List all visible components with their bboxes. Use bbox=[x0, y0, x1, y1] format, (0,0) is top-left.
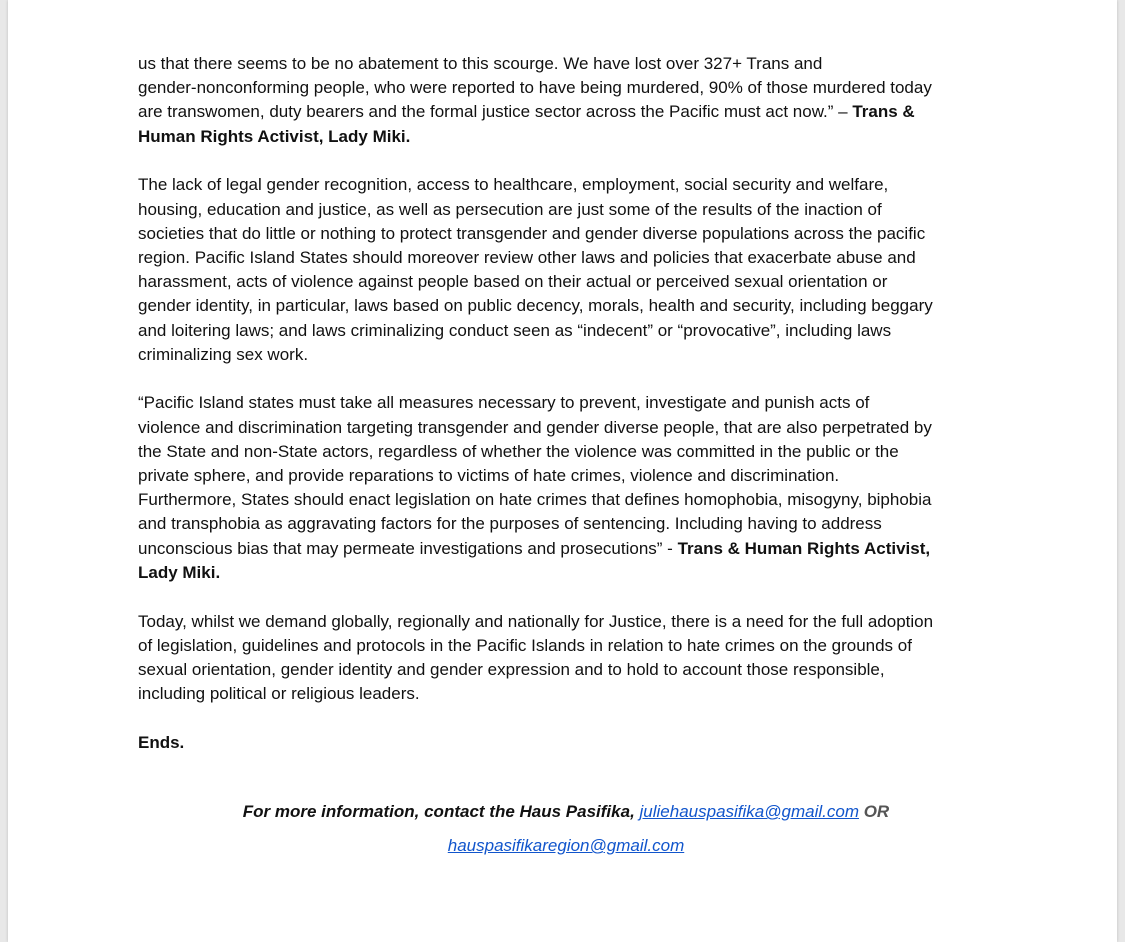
attribution: Trans & Human Rights Activist, Lady Miki. bbox=[138, 102, 915, 146]
paragraph-legal-recognition bbox=[138, 173, 998, 367]
paragraph-quote-lady-miki-2 bbox=[138, 391, 998, 585]
document-body bbox=[138, 52, 998, 863]
email-link-julie[interactable]: juliehauspasifika@gmail.com bbox=[639, 802, 859, 822]
paragraph-text: Today, whilst we demand globally, regionally and nationally for Justice, there is a need for the full adoption of legislation, guidelines and protocols in the Pacific Islands in relation to hate crimes on the grounds of sexual orientation, gender identity and gender expression and to hold to account those responsible, including political or religious leaders. bbox=[138, 611, 934, 704]
paragraph-quote-lady-miki-1 bbox=[138, 52, 998, 149]
paragraph-text: The lack of legal gender recognition, access to healthcare, employment, social security and welfare, housing, education and justice, as well as persecution are just some of the results of the inaction of societies that do little or nothing to protect transgender and gender diverse populations across the pacific region. Pacific Island States should moreover review other laws and policies that exacerbate abuse and harassment, acts of violence against people based on their actual or perceived sexual orientation or gender identity, in particular, laws based on public decency, morals, health and security, including beggary and loitering laws; and laws criminalizing conduct seen as “indecent” or “provocative”, including laws criminalizing sex work. bbox=[138, 175, 933, 364]
contact-prefix: For more information, contact the Haus Pasifika, bbox=[242, 802, 640, 822]
paragraph-text: us that there seems to be no abatement to this scourge. We have lost over 327+ Trans and gender-nonconforming people, who were reported to have being murdered, 90% of those murdered today are transwomen, duty bearers and the formal justice sector across the Pacific must act now.” – bbox=[138, 54, 932, 122]
contact-or: OR bbox=[858, 802, 890, 822]
contact-info bbox=[134, 795, 998, 863]
paragraph-text: “Pacific Island states must take all measures necessary to prevent, investigate and punish acts of violence and discrimination targeting transgender and gender diverse people, that are also perpetrated by the State and non-State actors, regardless of whether the violence was committed in the public or the private sphere, and provide reparations to victims of hate crimes, violence and discrimination. Furthermore, States should enact legislation on hate crimes that defines homophobia, misogyny, biphobia and transphobia as aggravating factors for the purposes of sentencing. Including having to address unconscious bias that may permeate investigations and prosecutions” - bbox=[138, 393, 932, 558]
attribution: Trans & Human Rights Activist, Lady Miki. bbox=[138, 538, 931, 582]
email-link-region[interactable]: hauspasifikaregion@gmail.com bbox=[447, 836, 685, 856]
document-page bbox=[8, 0, 1117, 942]
paragraph-demand-justice bbox=[138, 610, 998, 707]
ends-label: Ends. bbox=[138, 732, 185, 752]
